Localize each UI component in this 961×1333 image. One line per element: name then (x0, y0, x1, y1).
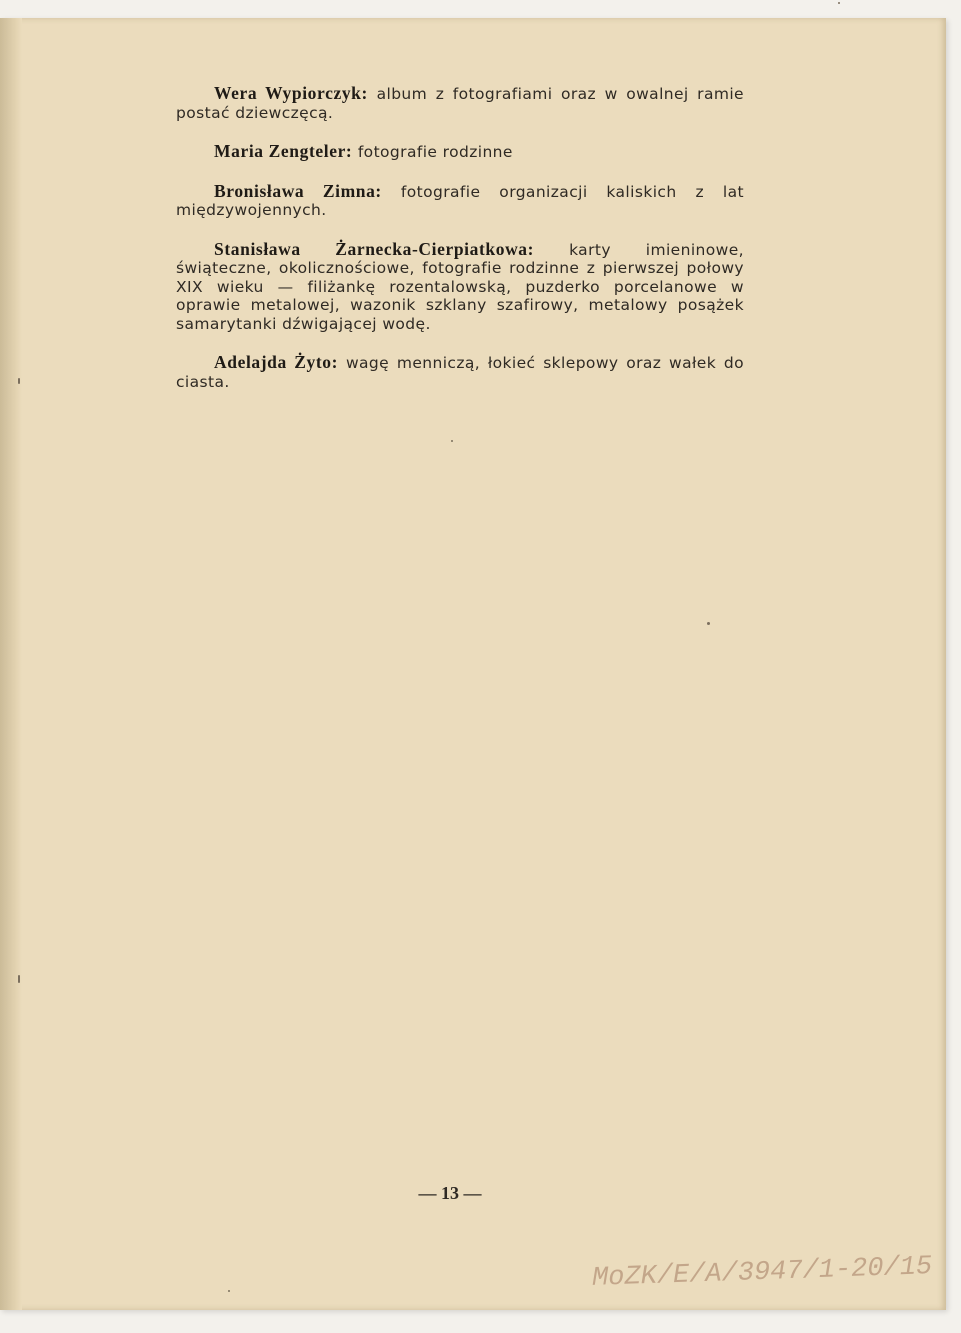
donor-list (176, 84, 744, 411)
donor-entry-3 (176, 182, 744, 220)
donor-entry-4 (176, 240, 744, 334)
donation-description: karty imieninowe, świąteczne, okolicznościowe, fotografie rodzinne z pierwszej połowy XIX wieku — filiżankę rozentalowską, puzderko porcelanowe w oprawie metalowej, wazonik szklany szafirowy, metalowy posążek samarytanki dźwigającej wodę. (176, 240, 744, 333)
donor-name: Adelajda Żyto: (214, 352, 339, 372)
archive-signature: MoZK/E/A/3947/1-20/15 (591, 1252, 933, 1294)
page-binding-edge (0, 18, 22, 1310)
page-number: — 13 — (418, 1183, 482, 1203)
paper-speck (451, 440, 453, 442)
paper-speck (838, 2, 840, 4)
donor-entry-5 (176, 353, 744, 391)
binding-mark (18, 975, 20, 983)
donation-description: fotografie rodzinne (357, 143, 513, 161)
donor-name: Bronisława Zimna: (214, 180, 382, 201)
donation-description: fotografie organizacji kaliskich z lat międzywojennych. (176, 182, 744, 219)
donor-entry-2 (176, 142, 744, 162)
donation-description: wagę menniczą, łokieć sklepowy oraz wałek do ciasta. (176, 354, 744, 391)
donation-description: album z fotografiami oraz w owalnej ramie postać dziewczęcą. (176, 85, 744, 122)
donor-name: Stanisława Żarnecka-Cierpiatkowa: (214, 238, 535, 259)
donor-entry-1 (176, 84, 744, 122)
paper-speck (707, 622, 710, 625)
donor-name: Maria Zengteler: (214, 141, 353, 161)
donor-name: Wera Wypiorczyk: (214, 83, 368, 103)
binding-mark (18, 378, 20, 384)
paper-speck (228, 1290, 230, 1292)
